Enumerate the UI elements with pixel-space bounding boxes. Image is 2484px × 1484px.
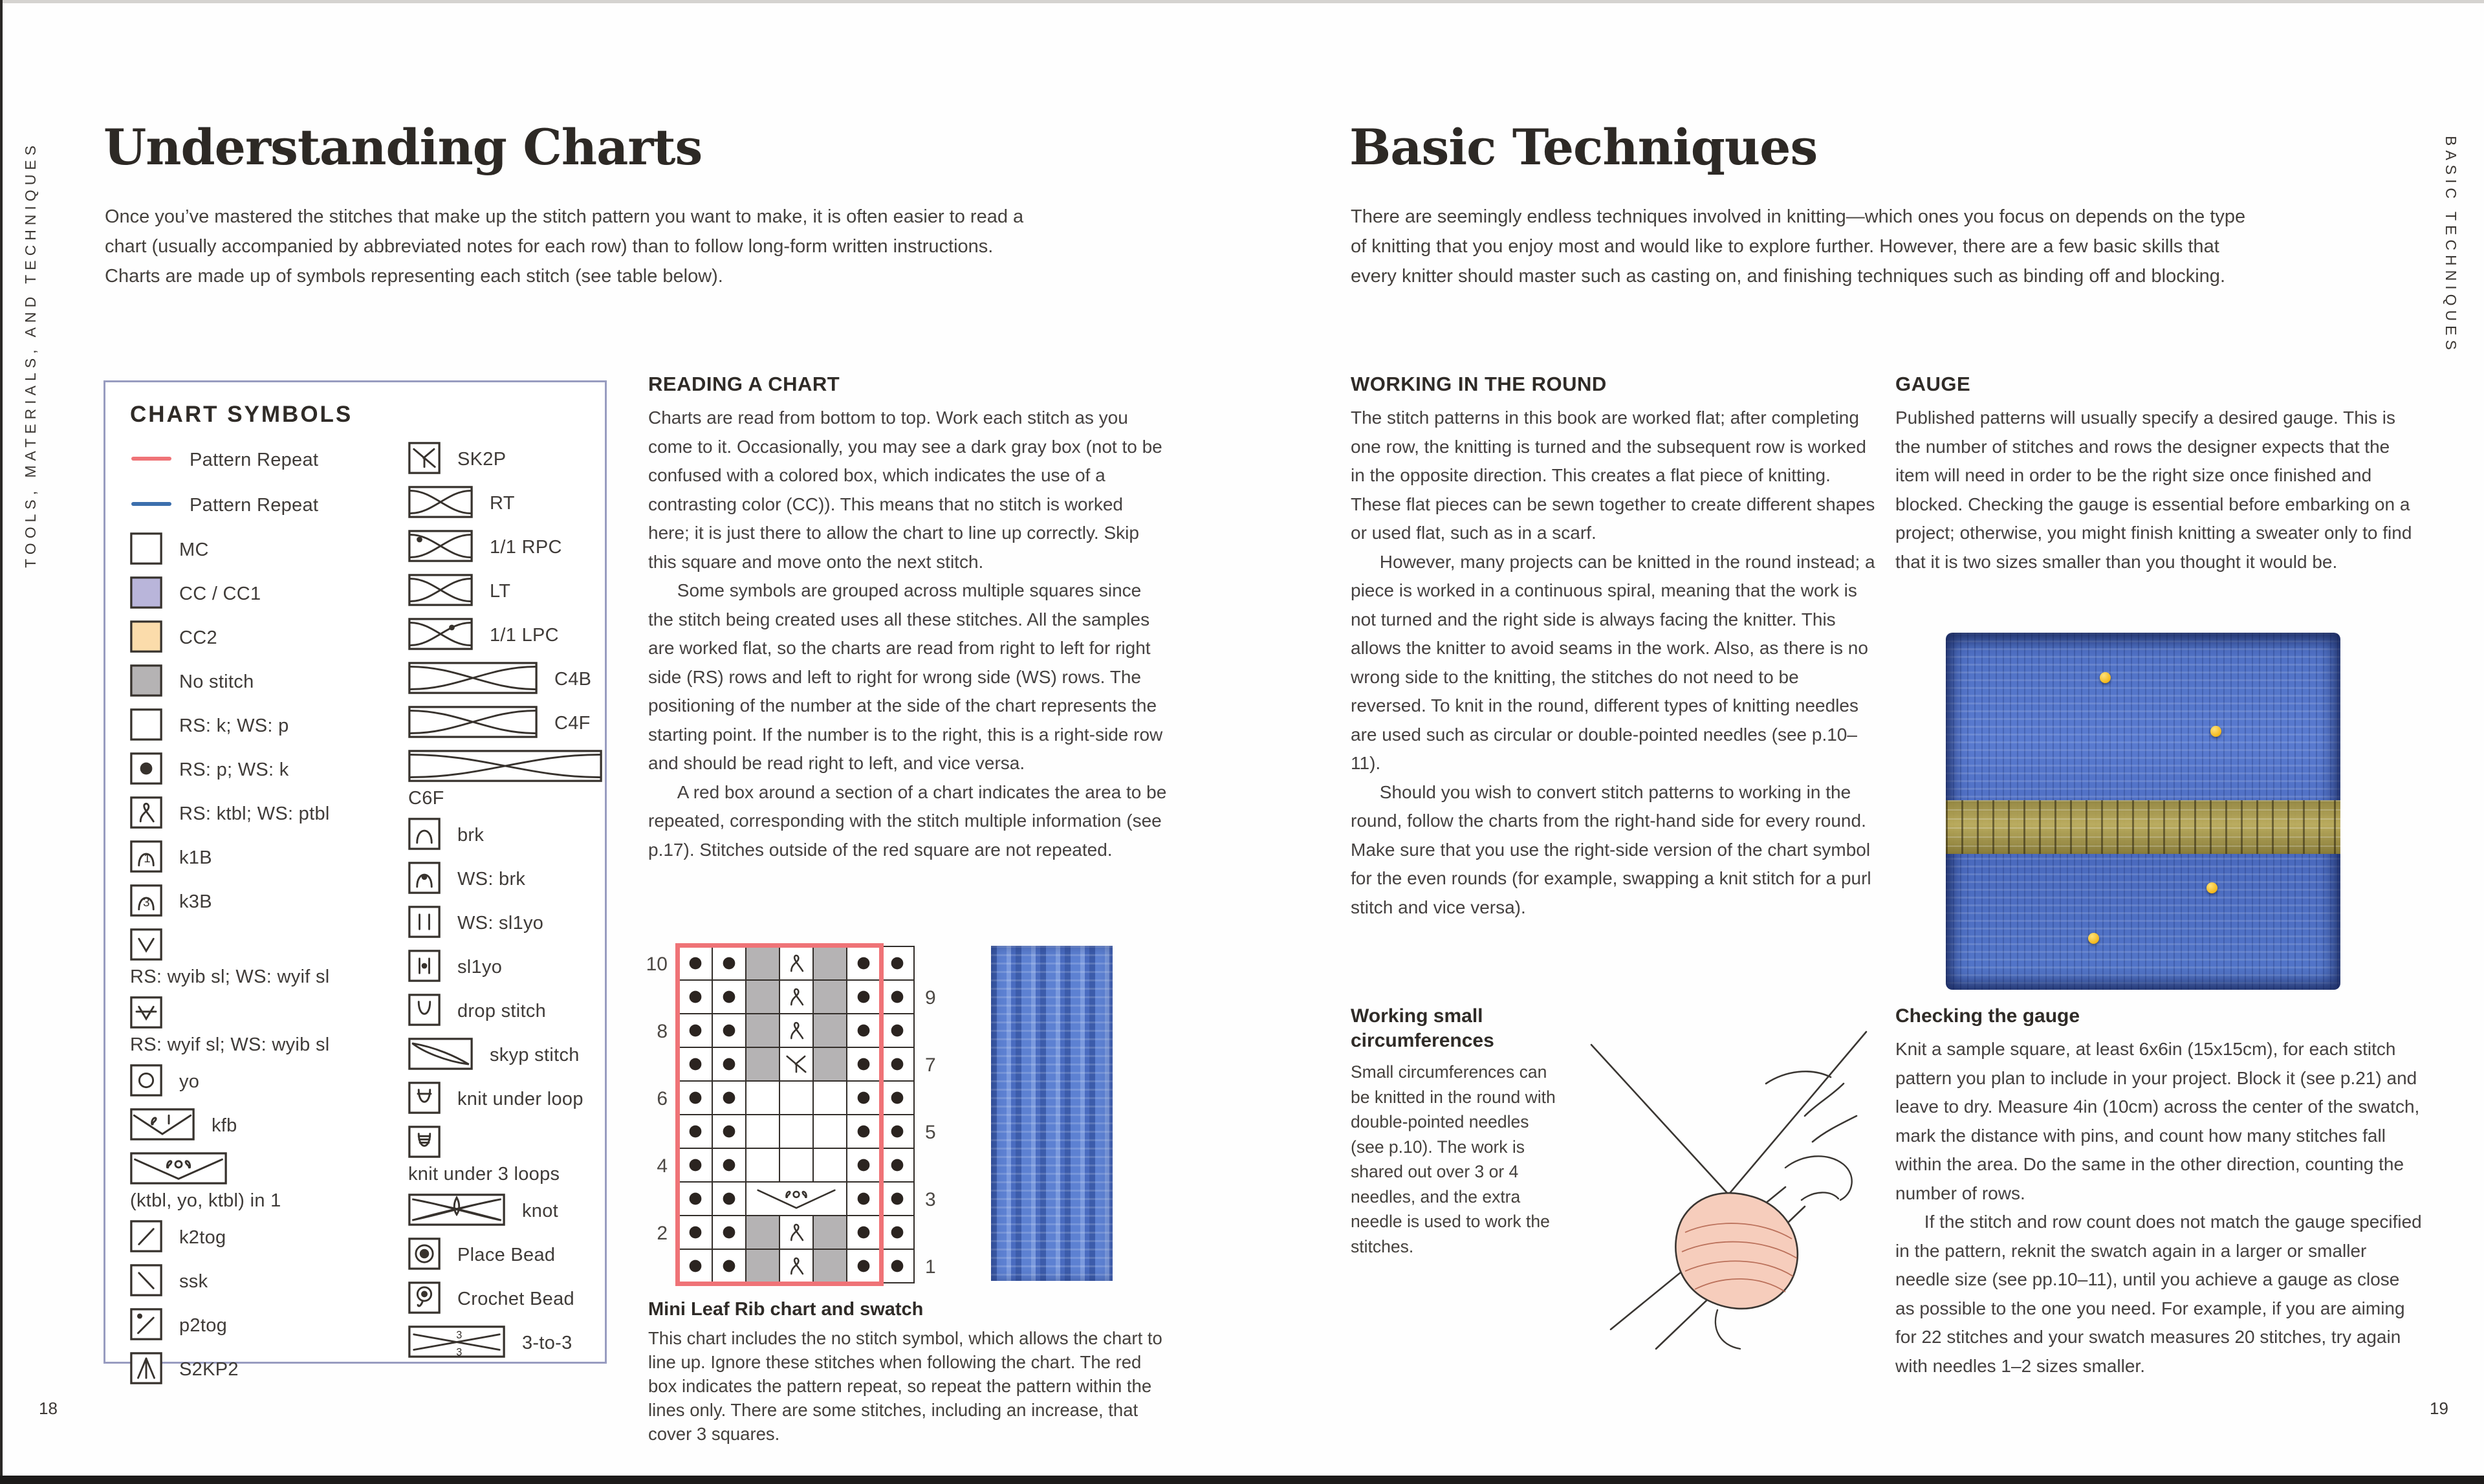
- chart-cell-d: [881, 1014, 913, 1047]
- paragraph: Published patterns will usually specify a desired gauge. This is the number of stitches and rows the designer expects that the item will need in order to be the right size once finished and blocked. Checking the gauge is essential before embarking on a project; otherwise, you might finish knitting a sweater only to find that it is two sizes smaller than you thought it would be.: [1895, 408, 2412, 572]
- checking-the-gauge-section: [1895, 1004, 2423, 1380]
- legend-item-label: RS: wyif sl; WS: wyib sl: [130, 1034, 330, 1055]
- hands-knitting-illustration: [1572, 1006, 1876, 1359]
- chart-cell-d: [881, 981, 913, 1013]
- legend-item: [408, 662, 602, 697]
- c4b-icon: [408, 662, 538, 697]
- chart-cell-d: [881, 1082, 913, 1114]
- legend-item: [130, 576, 389, 612]
- legend-item-label: Pattern Repeat: [190, 450, 319, 470]
- legend-item-label: Pattern Repeat: [190, 495, 319, 516]
- legend-item: [408, 994, 602, 1029]
- rt-icon: [408, 486, 473, 521]
- legend-item: [130, 996, 389, 1056]
- purl-dot-icon: [130, 752, 162, 788]
- place-bead-icon: [408, 1238, 441, 1273]
- lpc-icon: [408, 618, 473, 653]
- legend-item-label: LT: [490, 581, 511, 602]
- knot-icon: [408, 1194, 505, 1229]
- legend-item-label: k3B: [179, 891, 212, 912]
- chart-cell-d: [881, 1216, 913, 1249]
- legend-item-label: RS: k; WS: p: [179, 715, 289, 736]
- sl1yo-icon: [408, 950, 441, 985]
- legend-item: [408, 1238, 602, 1273]
- pin-icon: [2100, 672, 2111, 683]
- right-page-intro: There are seemingly endless techniques involved in knitting—which ones you focus on depends on the type of knitting that you enjoy most and would like to explore further. However, there are a few basic skills that every knitter should master such as casting on, and finishing techniques such as binding off and blocking.: [1351, 206, 2246, 287]
- sq-gray-icon: [130, 664, 162, 700]
- svg-text:1: 1: [144, 851, 151, 865]
- legend-item-label: knit under loop: [457, 1089, 583, 1109]
- gauge-paragraphs: [1895, 404, 2416, 576]
- left-page-title: Understanding Charts: [104, 118, 703, 176]
- legend-item-label: WS: brk: [457, 869, 526, 889]
- chart-caption-text: This chart includes the no stitch symbol, which allows the chart to line up. Ignore these stitches when following the chart. The red box indicates the pattern repeat, so repeat the pattern within the lines only. There are some stitches, including an increase, that cover 3 squares.: [648, 1328, 1162, 1444]
- working-in-the-round-heading: WORKING IN THE ROUND: [1351, 373, 1607, 395]
- page-bottom-edge: [0, 1476, 2484, 1484]
- k1b-icon: [130, 840, 162, 876]
- kfb-icon: [130, 1108, 195, 1144]
- legend-item-label: kfb: [212, 1115, 237, 1136]
- legend-item-label: skyp stitch: [490, 1045, 580, 1065]
- sl1yo-ws-icon: [408, 906, 441, 941]
- legend-item: [130, 442, 389, 479]
- line-blue-icon: [130, 487, 173, 524]
- svg-text:3: 3: [456, 1329, 463, 1341]
- legend-item: [130, 752, 389, 788]
- legend-item-label: RT: [490, 493, 515, 514]
- chart-symbols-box: [104, 380, 607, 1380]
- working-in-the-round-paragraphs: [1351, 404, 1878, 922]
- legend-item: [408, 862, 602, 897]
- legend-item-label: (ktbl, yo, ktbl) in 1: [130, 1190, 281, 1211]
- legend-item-label: 3-to-3: [522, 1333, 572, 1353]
- legend-item-label: SK2P: [457, 449, 507, 470]
- left-page-number: 18: [39, 1399, 58, 1418]
- working-in-the-round-section: [1351, 372, 1878, 922]
- paragraph: Knit a sample square, at least 6x6in (15x15cm), for each stitch pattern you plan to include in your project. Block it (see p.21) and leave to dry. Measure 4in (10cm) across the center of the swatch, mark the distance with pins, and count how many stitches fall within the area. Do the same in the other direction, counting the number of rows.: [1895, 1039, 2420, 1203]
- legend-item: [130, 1220, 389, 1256]
- reading-a-chart-section: [648, 372, 1169, 864]
- sq-peach-icon: [130, 620, 162, 656]
- ktbl-icon: [130, 796, 162, 832]
- chart-cell-d: [881, 1250, 913, 1282]
- legend-item: [408, 442, 602, 477]
- legend-item: [130, 620, 389, 656]
- paragraph: A red box around a section of a chart indicates the area to be repeated, corresponding with the stitch multiple information (see p.17). Stitches outside of the red square are not repeated.: [648, 781, 1167, 860]
- legend-item-label: RS: wyib sl; WS: wyif sl: [130, 966, 330, 987]
- legend-item: [408, 1282, 602, 1317]
- c4f-icon: [408, 706, 538, 741]
- right-page-title: Basic Techniques: [1349, 118, 1818, 176]
- paragraph: If the stitch and row count does not match the gauge specified in the pattern, reknit the swatch again in a larger or smaller needle size (see pp.10–11), until you achieve a gauge as close as possible to the one you need. For example, if you are aiming for 22 stitches and your swatch measures 20 stitches, try again with needles 1–2 sizes smaller.: [1895, 1212, 2422, 1376]
- sq-lavender-icon: [130, 576, 162, 612]
- legend-item: [130, 532, 389, 568]
- chart-cell-d: [881, 1149, 913, 1181]
- legend-item: [130, 1064, 389, 1100]
- legend-item: [408, 1194, 602, 1229]
- legend-item-label: Crochet Bead: [457, 1289, 574, 1309]
- svg-text:3: 3: [143, 895, 150, 909]
- chart-symbols-left-column: [130, 442, 389, 1396]
- legend-item-label: No stitch: [179, 671, 254, 692]
- knit-under-loop-icon: [408, 1082, 441, 1117]
- legend-item: [408, 618, 602, 653]
- chart-row-number: 2: [657, 1223, 668, 1244]
- chart-symbols-right-column: [408, 442, 602, 1369]
- line-red-icon: [130, 442, 173, 479]
- working-small-circumferences-text: Small circumferences can be knitted in the round with double-pointed needles (see p.10). The work is shared out over 3 or 4 needles, and the extra needle is used to work the stitches.: [1351, 1062, 1556, 1256]
- right-page-number: 19: [2430, 1399, 2448, 1418]
- sk2p-icon: [408, 442, 441, 477]
- brk-icon: [408, 818, 441, 853]
- legend-item-label: knot: [522, 1201, 559, 1221]
- legend-item: [130, 664, 389, 700]
- brk-dot-icon: [408, 862, 441, 897]
- legend-item-label: CC / CC1: [179, 584, 261, 604]
- pattern-repeat-box: [675, 943, 884, 1286]
- legend-item: [408, 818, 602, 853]
- legend-item-label: C6F: [408, 788, 444, 809]
- pin-icon: [2210, 726, 2221, 737]
- legend-item-label: RS: ktbl; WS: ptbl: [179, 803, 330, 824]
- c6f-icon: [408, 750, 602, 785]
- legend-item-label: 1/1 LPC: [490, 625, 559, 646]
- s2kp2-icon: [130, 1352, 162, 1388]
- legend-item-label: knit under 3 loops: [408, 1164, 560, 1184]
- sq-white-icon: [130, 532, 162, 568]
- slip-v-bar-icon: [130, 996, 162, 1032]
- legend-item: [408, 486, 602, 521]
- crochet-bead-icon: [408, 1282, 441, 1317]
- drop-stitch-icon: [408, 994, 441, 1029]
- legend-item-label: MC: [179, 540, 209, 560]
- gauge-swatch-photo: [1946, 633, 2340, 990]
- gauge-ruler-band: [1946, 800, 2340, 854]
- legend-item: [408, 1326, 602, 1361]
- paragraph: Some symbols are grouped across multiple squares since the stitch being created uses all these stitches. All the samples are worked flat, so the charts are read from right to left for right side (RS) rows and left to right for wrong side (WS) rows. The positioning of the number at the side of the chart represents the starting point. If the number is to the right, this is a right-side row and should be read right to left, and vice versa.: [648, 580, 1163, 774]
- chart-row-number: 7: [925, 1054, 936, 1076]
- legend-item-label: k1B: [179, 847, 212, 868]
- legend-item-label: k2tog: [179, 1227, 226, 1248]
- legend-item-label: 1/1 RPC: [490, 537, 562, 558]
- gauge-section: [1895, 372, 2416, 576]
- legend-item: [408, 750, 602, 809]
- legend-item: [130, 708, 389, 744]
- paragraph: Charts are read from bottom to top. Work each stitch as you come to it. Occasionally, you may see a dark gray box (not to be confused with a colored box, which indicates the use of a contrasting color (CC)). This means that no stitch is worked here; it is just there to allow the chart to line up correctly. Skip this square and move onto the next stitch.: [648, 408, 1162, 572]
- legend-item-label: brk: [457, 825, 485, 846]
- legend-item: [408, 1082, 602, 1117]
- page-left-edge: [0, 0, 3, 1484]
- legend-item: [408, 1038, 602, 1073]
- chart-row-number: 6: [657, 1088, 668, 1109]
- left-sidebar-section-label: TOOLS, MATERIALS, AND TECHNIQUES: [22, 141, 39, 568]
- legend-item-label: C4F: [554, 713, 591, 734]
- legend-item: [130, 840, 389, 876]
- chart-row-number: 9: [925, 987, 936, 1009]
- legend-item: [130, 1152, 389, 1212]
- k2tog-icon: [130, 1220, 162, 1256]
- pin-icon: [2206, 882, 2217, 893]
- legend-item: [130, 1352, 389, 1388]
- legend-item-label: S2KP2: [179, 1359, 239, 1380]
- paragraph: Should you wish to convert stitch patterns to working in the round, follow the charts from the right-hand side for every round. Make sure that you use the right-side version of the chart symbol for the even rounds (for example, swapping a knit stitch for a purl stitch and vice versa).: [1351, 781, 1871, 917]
- legend-item: [408, 1126, 602, 1185]
- legend-item: [408, 530, 602, 565]
- chart-caption-title: Mini Leaf Rib chart and swatch: [648, 1299, 924, 1320]
- reading-a-chart-paragraphs: [648, 404, 1169, 864]
- legend-item: [130, 1308, 389, 1344]
- sq-white-icon: [130, 708, 162, 744]
- legend-item-label: WS: sl1yo: [457, 913, 544, 933]
- skyp-icon: [408, 1038, 473, 1073]
- paragraph: The stitch patterns in this book are worked flat; after completing one row, the knitting is turned and the subsequent row is worked in the opposite direction. This creates a flat piece of knitting. These flat pieces can be sewn together to create different shapes or used flat, such as in a scarf.: [1351, 408, 1875, 543]
- chart-cell-d: [881, 1048, 913, 1080]
- legend-item-label: yo: [179, 1071, 200, 1092]
- legend-item: [130, 487, 389, 524]
- inc3-icon: [130, 1152, 227, 1188]
- legend-item: [130, 928, 389, 988]
- pin-icon: [2088, 933, 2099, 944]
- page-top-edge: [0, 0, 2484, 3]
- legend-item: [130, 884, 389, 920]
- mini-leaf-rib-swatch-photo: [991, 946, 1113, 1281]
- legend-item-label: C4B: [554, 669, 592, 690]
- chart-row-number: 1: [925, 1256, 936, 1278]
- yo-icon: [130, 1064, 162, 1100]
- legend-item-label: RS: p; WS: k: [179, 759, 289, 780]
- chart-cell-d: [881, 947, 913, 979]
- chart-row-number: 8: [657, 1021, 668, 1042]
- three-to-3-icon: [408, 1326, 505, 1361]
- k3b-icon: [130, 884, 162, 920]
- right-sidebar-section-label: BASIC TECHNIQUES: [2443, 136, 2459, 355]
- legend-item: [130, 1108, 389, 1144]
- mini-leaf-rib-chart: [646, 946, 936, 1283]
- slip-v-icon: [130, 928, 162, 964]
- reading-a-chart-heading: READING A CHART: [648, 373, 840, 395]
- legend-item: [130, 1264, 389, 1300]
- left-page-intro: Once you’ve mastered the stitches that make up the stitch pattern you want to make, it is often easier to read a chart (usually accompanied by abbreviated notes for each row) than to follow long-form written instructions. Charts are made up of symbols representing each stitch (see table below).: [105, 206, 1024, 287]
- legend-item: [408, 574, 602, 609]
- legend-item-label: CC2: [179, 627, 217, 648]
- lt-icon: [408, 574, 473, 609]
- checking-the-gauge-paragraphs: [1895, 1035, 2423, 1380]
- ssk-icon: [130, 1264, 162, 1300]
- checking-the-gauge-heading: Checking the gauge: [1895, 1005, 2080, 1027]
- gauge-heading: GAUGE: [1895, 373, 1971, 395]
- working-small-circumferences-section: [1351, 1004, 1558, 1259]
- legend-item-label: Place Bead: [457, 1245, 556, 1265]
- chart-cell-d: [881, 1183, 913, 1215]
- svg-text:3: 3: [456, 1346, 463, 1358]
- legend-item: [408, 706, 602, 741]
- legend-item-label: sl1yo: [457, 957, 503, 977]
- chart-cell-d: [881, 1115, 913, 1148]
- chart-row-number: 10: [646, 954, 668, 975]
- legend-item-label: drop stitch: [457, 1001, 547, 1021]
- legend-item: [408, 950, 602, 985]
- chart-row-number: 4: [657, 1155, 668, 1177]
- working-small-circumferences-heading: Working small circumferences: [1351, 1005, 1494, 1051]
- rpc-icon: [408, 530, 473, 565]
- legend-item: [408, 906, 602, 941]
- p2tog-icon: [130, 1308, 162, 1344]
- chart-symbols-title: CHART SYMBOLS: [130, 402, 353, 427]
- chart-row-number: 5: [925, 1122, 936, 1143]
- legend-item-label: p2tog: [179, 1315, 228, 1336]
- knit-under-3-icon: [408, 1126, 441, 1161]
- chart-row-number: 3: [925, 1189, 936, 1210]
- legend-item-label: ssk: [179, 1271, 208, 1292]
- legend-item: [130, 796, 389, 832]
- paragraph: However, many projects can be knitted in the round instead; a piece is worked in a continuous spiral, meaning that the work is not turned and the right side is always facing the knitter. This allows the knitter to avoid seams in the work. Also, as there is no wrong side to the knitting, the stitches do not need to be reversed. To knit in the round, different types of knitting needles are used such as circular or double-pointed needles (see p.10–11).: [1351, 551, 1875, 774]
